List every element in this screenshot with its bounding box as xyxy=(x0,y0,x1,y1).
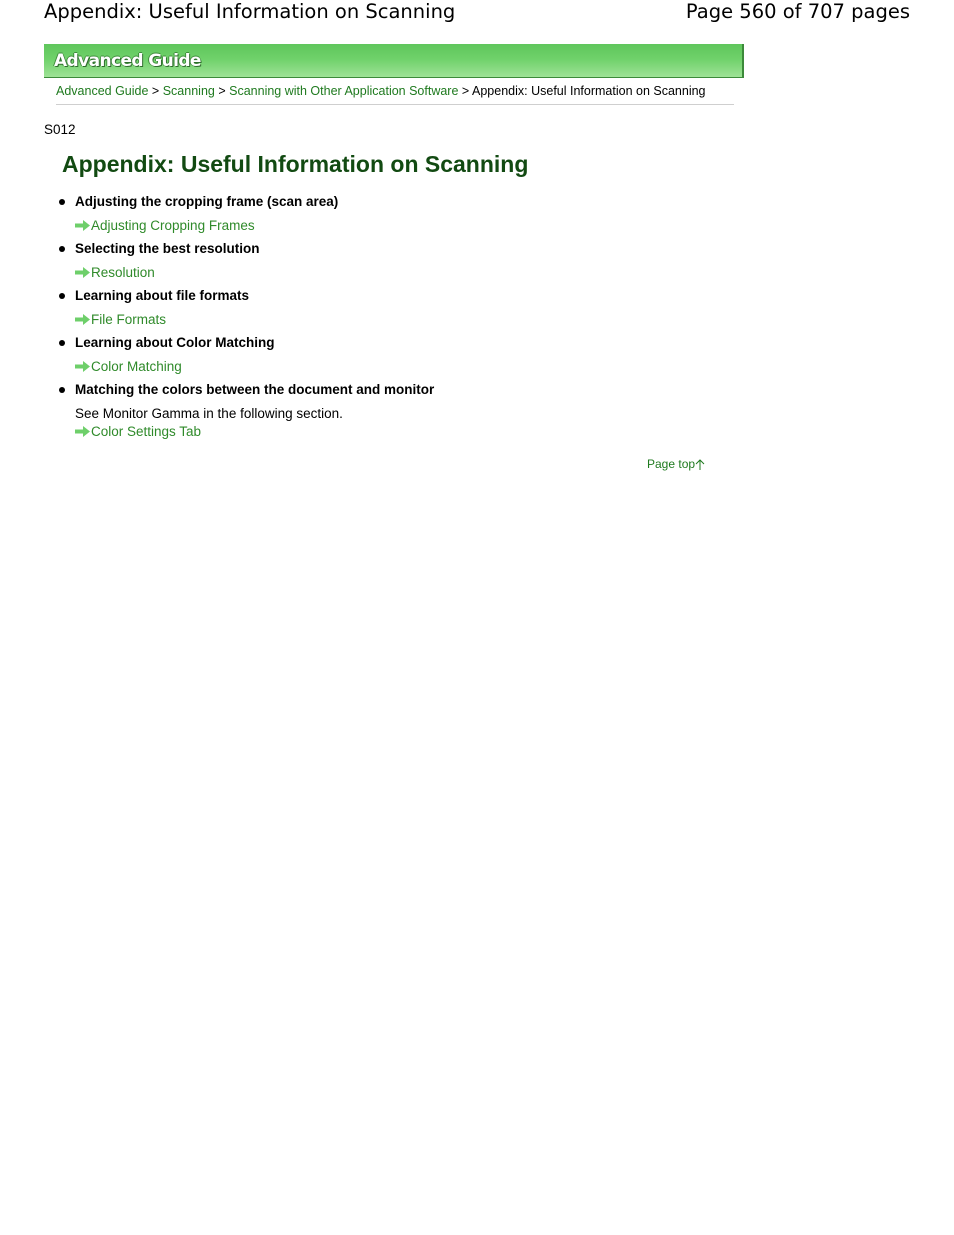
breadcrumb-link-scanning[interactable]: Scanning xyxy=(162,84,215,98)
up-arrow-icon xyxy=(695,459,705,470)
right-arrow-icon xyxy=(75,426,90,437)
list-item xyxy=(58,334,738,381)
breadcrumb-link-advanced-guide[interactable]: Advanced Guide xyxy=(56,84,149,98)
link-row xyxy=(75,308,738,334)
bullet-icon xyxy=(59,293,65,299)
breadcrumb-separator: > xyxy=(461,84,470,98)
link-row xyxy=(75,261,738,287)
breadcrumb-link-other-software[interactable]: Scanning with Other Application Software xyxy=(229,84,459,98)
list-item xyxy=(58,287,738,334)
right-arrow-icon xyxy=(75,314,90,325)
bullet-icon xyxy=(59,246,65,252)
page-counter: Page 560 of 707 pages xyxy=(685,0,910,23)
bullet-icon xyxy=(59,340,65,346)
right-arrow-icon xyxy=(75,220,90,231)
banner-label: Advanced Guide xyxy=(54,51,201,71)
page-top-label: Page top xyxy=(647,457,696,471)
link-row xyxy=(75,423,738,445)
list-item xyxy=(58,193,738,240)
breadcrumb-separator: > xyxy=(151,84,160,98)
breadcrumb-separator: > xyxy=(218,84,226,98)
link-color-settings-tab[interactable]: Color Settings Tab xyxy=(91,424,202,439)
page-top-link[interactable] xyxy=(647,456,705,472)
list-item xyxy=(58,240,738,287)
breadcrumb-current: Appendix: Useful Information on Scanning xyxy=(472,84,706,98)
advanced-guide-banner xyxy=(44,44,744,78)
link-file-formats[interactable]: File Formats xyxy=(91,312,167,327)
right-arrow-icon xyxy=(75,267,90,278)
item-title: Selecting the best resolution xyxy=(75,241,260,256)
link-resolution[interactable]: Resolution xyxy=(91,265,155,280)
link-row xyxy=(75,355,738,381)
document-title: Appendix: Useful Information on Scanning xyxy=(44,0,456,23)
item-title: Matching the colors between the document and monitor xyxy=(75,382,435,397)
bullet-icon xyxy=(59,199,65,205)
link-row xyxy=(75,214,738,240)
item-title: Learning about Color Matching xyxy=(75,335,275,350)
link-adjusting-cropping-frames[interactable]: Adjusting Cropping Frames xyxy=(91,218,255,233)
right-arrow-icon xyxy=(75,361,90,372)
page-title: Appendix: Useful Information on Scanning xyxy=(62,151,529,177)
topic-list xyxy=(58,193,738,445)
list-item xyxy=(58,381,738,445)
breadcrumb xyxy=(56,82,734,105)
link-color-matching[interactable]: Color Matching xyxy=(91,359,182,374)
item-title: Learning about file formats xyxy=(75,288,250,303)
item-title: Adjusting the cropping frame (scan area) xyxy=(75,194,339,209)
item-description: See Monitor Gamma in the following section. xyxy=(75,406,343,421)
document-code: S012 xyxy=(44,122,76,137)
bullet-icon xyxy=(59,387,65,393)
